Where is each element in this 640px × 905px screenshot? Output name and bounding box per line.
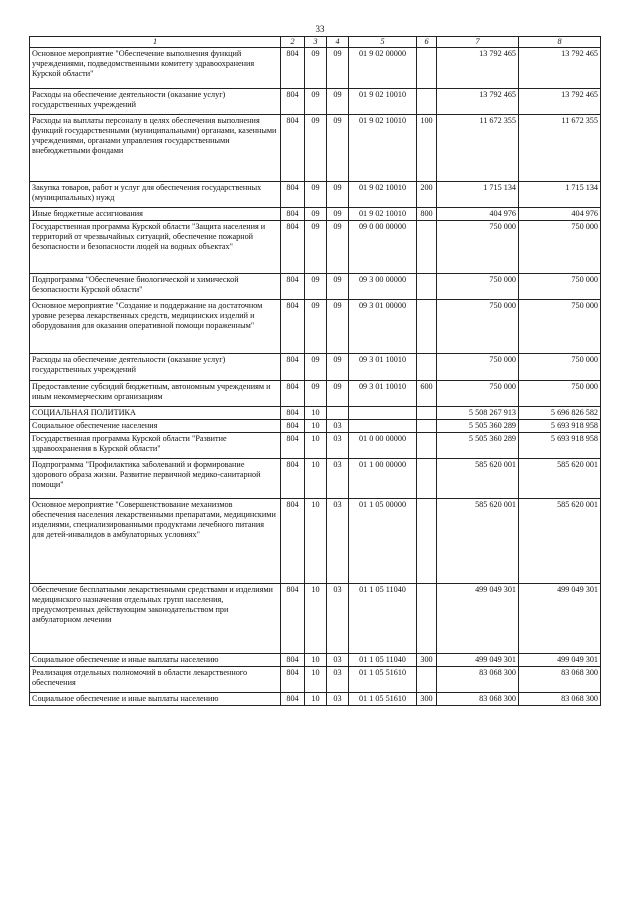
row-target-article-cell: 01 1 05 00000	[349, 499, 417, 584]
row-sum-year1-cell: 5 508 267 913	[437, 407, 519, 420]
row-expense-type-cell	[417, 420, 437, 433]
row-sum-year1-cell: 5 505 360 289	[437, 420, 519, 433]
row-sum-year1-cell: 750 000	[437, 221, 519, 274]
row-name-cell: Закупка товаров, работ и услуг для обеспечения государственных (муниципальных) нужд	[30, 182, 281, 208]
row-sum-year2-cell: 5 693 918 958	[519, 433, 601, 459]
row-name-cell: Иные бюджетные ассигнования	[30, 208, 281, 221]
row-sum-year1-cell: 585 620 001	[437, 499, 519, 584]
row-section-cell: 10	[305, 499, 327, 584]
row-sum-year2-cell: 750 000	[519, 354, 601, 381]
row-name-cell: Расходы на обеспечение деятельности (оказание услуг) государственных учреждений	[30, 89, 281, 115]
row-subsection-cell: 03	[327, 667, 349, 693]
row-target-article-cell: 01 1 05 11040	[349, 584, 417, 654]
row-name-cell: Социальное обеспечение и иные выплаты населению	[30, 654, 281, 667]
row-expense-type-cell: 300	[417, 693, 437, 706]
table-row	[30, 654, 601, 667]
row-section-cell: 10	[305, 667, 327, 693]
row-subsection-cell: 09	[327, 208, 349, 221]
row-sum-year2-cell: 585 620 001	[519, 459, 601, 499]
row-expense-type-cell	[417, 300, 437, 354]
row-target-article-cell: 01 1 05 51610	[349, 693, 417, 706]
table-row	[30, 459, 601, 499]
row-name-cell: СОЦИАЛЬНАЯ ПОЛИТИКА	[30, 407, 281, 420]
table-row	[30, 407, 601, 420]
row-section-cell: 09	[305, 354, 327, 381]
row-grbs-cell: 804	[281, 407, 305, 420]
row-sum-year2-cell: 404 976	[519, 208, 601, 221]
row-sum-year1-cell: 750 000	[437, 300, 519, 354]
row-grbs-cell: 804	[281, 499, 305, 584]
row-subsection-cell: 09	[327, 300, 349, 354]
row-subsection-cell: 03	[327, 499, 349, 584]
row-target-article-cell: 01 1 05 51610	[349, 667, 417, 693]
table-row	[30, 420, 601, 433]
row-name-cell: Расходы на обеспечение деятельности (оказание услуг) государственных учреждений	[30, 354, 281, 381]
row-name-cell: Обеспечение бесплатными лекарственными средствами и изделиями медицинского назначения отдельных групп населения, предусмотренных действующим законодательством при амбулаторном лечении	[30, 584, 281, 654]
row-grbs-cell: 804	[281, 654, 305, 667]
table-row	[30, 667, 601, 693]
table-row	[30, 208, 601, 221]
row-section-cell: 09	[305, 300, 327, 354]
table-row	[30, 182, 601, 208]
row-sum-year2-cell: 1 715 134	[519, 182, 601, 208]
row-target-article-cell: 01 9 02 10010	[349, 208, 417, 221]
row-grbs-cell: 804	[281, 48, 305, 89]
row-name-cell: Социальное обеспечение и иные выплаты населению	[30, 693, 281, 706]
column-number: 1	[30, 37, 281, 48]
table-row	[30, 433, 601, 459]
row-name-cell: Государственная программа Курской области "Развитие здравоохранения в Курской области"	[30, 433, 281, 459]
row-target-article-cell: 09 3 01 00000	[349, 300, 417, 354]
row-sum-year1-cell: 13 792 465	[437, 48, 519, 89]
table-row	[30, 115, 601, 182]
row-section-cell: 09	[305, 89, 327, 115]
row-sum-year1-cell: 11 672 355	[437, 115, 519, 182]
row-sum-year2-cell: 11 672 355	[519, 115, 601, 182]
row-sum-year1-cell: 13 792 465	[437, 89, 519, 115]
row-sum-year1-cell: 750 000	[437, 354, 519, 381]
row-expense-type-cell: 200	[417, 182, 437, 208]
row-subsection-cell: 03	[327, 420, 349, 433]
row-target-article-cell: 01 1 05 11040	[349, 654, 417, 667]
column-number: 6	[417, 37, 437, 48]
row-grbs-cell: 804	[281, 89, 305, 115]
row-target-article-cell: 01 9 02 10010	[349, 89, 417, 115]
table-row	[30, 499, 601, 584]
row-sum-year2-cell: 83 068 300	[519, 693, 601, 706]
row-section-cell: 09	[305, 208, 327, 221]
row-sum-year1-cell: 5 505 360 289	[437, 433, 519, 459]
row-subsection-cell: 09	[327, 381, 349, 407]
row-sum-year2-cell: 13 792 465	[519, 89, 601, 115]
row-target-article-cell	[349, 407, 417, 420]
row-subsection-cell	[327, 407, 349, 420]
row-section-cell: 10	[305, 407, 327, 420]
row-expense-type-cell	[417, 48, 437, 89]
row-section-cell: 09	[305, 274, 327, 300]
row-sum-year2-cell: 5 696 826 582	[519, 407, 601, 420]
page-number: 33	[315, 24, 325, 34]
row-subsection-cell: 03	[327, 654, 349, 667]
row-grbs-cell: 804	[281, 274, 305, 300]
row-target-article-cell: 01 9 02 10010	[349, 182, 417, 208]
table-row	[30, 584, 601, 654]
row-grbs-cell: 804	[281, 354, 305, 381]
column-number: 3	[305, 37, 327, 48]
table-row	[30, 693, 601, 706]
row-expense-type-cell	[417, 667, 437, 693]
row-target-article-cell: 01 1 00 00000	[349, 459, 417, 499]
row-expense-type-cell	[417, 459, 437, 499]
row-expense-type-cell	[417, 499, 437, 584]
row-name-cell: Основное мероприятие "Совершенствование механизмов обеспечения населения лекарственными препаратами, медицинскими изделиями, специализированными продуктами лечебного питания для детей-инвалидов в амбулаторных условиях"	[30, 499, 281, 584]
row-sum-year1-cell: 750 000	[437, 274, 519, 300]
row-sum-year1-cell: 585 620 001	[437, 459, 519, 499]
row-grbs-cell: 804	[281, 381, 305, 407]
row-section-cell: 09	[305, 115, 327, 182]
row-grbs-cell: 804	[281, 693, 305, 706]
column-number: 4	[327, 37, 349, 48]
row-name-cell: Основное мероприятие "Обеспечение выполнения функций учреждениями, подведомственными комитету здравоохранения Курской области"	[30, 48, 281, 89]
row-sum-year2-cell: 13 792 465	[519, 48, 601, 89]
row-sum-year1-cell: 1 715 134	[437, 182, 519, 208]
row-expense-type-cell	[417, 274, 437, 300]
row-subsection-cell: 09	[327, 182, 349, 208]
row-sum-year1-cell: 499 049 301	[437, 584, 519, 654]
row-target-article-cell: 01 0 00 00000	[349, 433, 417, 459]
row-expense-type-cell: 600	[417, 381, 437, 407]
row-name-cell: Основное мероприятие "Создание и поддержание на достаточном уровне резерва лекарственных средств, медицинских изделий и оборудования для оказания оперативной помощи пораженным"	[30, 300, 281, 354]
row-sum-year2-cell: 83 068 300	[519, 667, 601, 693]
row-sum-year2-cell: 750 000	[519, 300, 601, 354]
table-row	[30, 354, 601, 381]
row-target-article-cell: 09 3 01 10010	[349, 381, 417, 407]
table-row	[30, 221, 601, 274]
column-number-row	[30, 37, 601, 48]
row-subsection-cell: 09	[327, 115, 349, 182]
row-section-cell: 09	[305, 182, 327, 208]
table-row	[30, 274, 601, 300]
row-target-article-cell: 01 9 02 00000	[349, 48, 417, 89]
row-name-cell: Предоставление субсидий бюджетным, автономным учреждениям и иным некоммерческим организациям	[30, 381, 281, 407]
row-section-cell: 09	[305, 221, 327, 274]
row-grbs-cell: 804	[281, 208, 305, 221]
row-sum-year2-cell: 750 000	[519, 221, 601, 274]
row-subsection-cell: 09	[327, 354, 349, 381]
row-grbs-cell: 804	[281, 221, 305, 274]
row-expense-type-cell	[417, 354, 437, 381]
row-section-cell: 10	[305, 693, 327, 706]
row-target-article-cell: 09 0 00 00000	[349, 221, 417, 274]
row-name-cell: Подпрограмма "Профилактика заболеваний и формирование здорового образа жизни. Развитие первичной медико-санитарной помощи"	[30, 459, 281, 499]
row-expense-type-cell	[417, 221, 437, 274]
row-section-cell: 10	[305, 584, 327, 654]
row-subsection-cell: 09	[327, 274, 349, 300]
row-expense-type-cell: 300	[417, 654, 437, 667]
row-expense-type-cell: 800	[417, 208, 437, 221]
row-section-cell: 10	[305, 459, 327, 499]
row-sum-year2-cell: 750 000	[519, 381, 601, 407]
row-grbs-cell: 804	[281, 667, 305, 693]
row-section-cell: 09	[305, 381, 327, 407]
row-subsection-cell: 03	[327, 693, 349, 706]
row-sum-year1-cell: 499 049 301	[437, 654, 519, 667]
row-grbs-cell: 804	[281, 584, 305, 654]
row-sum-year1-cell: 83 068 300	[437, 693, 519, 706]
row-grbs-cell: 804	[281, 420, 305, 433]
row-sum-year1-cell: 750 000	[437, 381, 519, 407]
row-subsection-cell: 03	[327, 584, 349, 654]
row-section-cell: 09	[305, 48, 327, 89]
row-sum-year2-cell: 499 049 301	[519, 584, 601, 654]
column-number: 7	[437, 37, 519, 48]
row-sum-year2-cell: 5 693 918 958	[519, 420, 601, 433]
table-row	[30, 381, 601, 407]
row-subsection-cell: 09	[327, 221, 349, 274]
row-sum-year2-cell: 585 620 001	[519, 499, 601, 584]
row-name-cell: Государственная программа Курской области "Защита населения и территорий от чрезвычайных ситуаций, обеспечение пожарной безопасности и безопасности людей на водных объектах"	[30, 221, 281, 274]
row-name-cell: Расходы на выплаты персоналу в целях обеспечения выполнения функций государственными (муниципальными) органами, казенными учреждениями, органами управления государственными внебюджетными фондами	[30, 115, 281, 182]
row-sum-year1-cell: 83 068 300	[437, 667, 519, 693]
row-target-article-cell: 01 9 02 10010	[349, 115, 417, 182]
budget-table	[29, 36, 601, 706]
row-expense-type-cell	[417, 407, 437, 420]
row-grbs-cell: 804	[281, 182, 305, 208]
row-section-cell: 10	[305, 433, 327, 459]
row-subsection-cell: 09	[327, 48, 349, 89]
row-sum-year2-cell: 750 000	[519, 274, 601, 300]
row-grbs-cell: 804	[281, 433, 305, 459]
row-subsection-cell: 03	[327, 459, 349, 499]
row-grbs-cell: 804	[281, 115, 305, 182]
row-expense-type-cell: 100	[417, 115, 437, 182]
table-row	[30, 48, 601, 89]
row-expense-type-cell	[417, 433, 437, 459]
table-row	[30, 300, 601, 354]
row-name-cell: Подпрограмма "Обеспечение биологической и химической безопасности Курской области"	[30, 274, 281, 300]
row-sum-year1-cell: 404 976	[437, 208, 519, 221]
row-subsection-cell: 09	[327, 89, 349, 115]
row-name-cell: Реализация отдельных полномочий в области лекарственного обеспечения	[30, 667, 281, 693]
row-target-article-cell: 09 3 01 10010	[349, 354, 417, 381]
row-expense-type-cell	[417, 584, 437, 654]
column-number: 5	[349, 37, 417, 48]
column-number: 2	[281, 37, 305, 48]
row-sum-year2-cell: 499 049 301	[519, 654, 601, 667]
row-grbs-cell: 804	[281, 459, 305, 499]
column-number: 8	[519, 37, 601, 48]
table-row	[30, 89, 601, 115]
row-name-cell: Социальное обеспечение населения	[30, 420, 281, 433]
row-expense-type-cell	[417, 89, 437, 115]
row-grbs-cell: 804	[281, 300, 305, 354]
row-subsection-cell: 03	[327, 433, 349, 459]
row-target-article-cell	[349, 420, 417, 433]
row-section-cell: 10	[305, 420, 327, 433]
row-target-article-cell: 09 3 00 00000	[349, 274, 417, 300]
row-section-cell: 10	[305, 654, 327, 667]
